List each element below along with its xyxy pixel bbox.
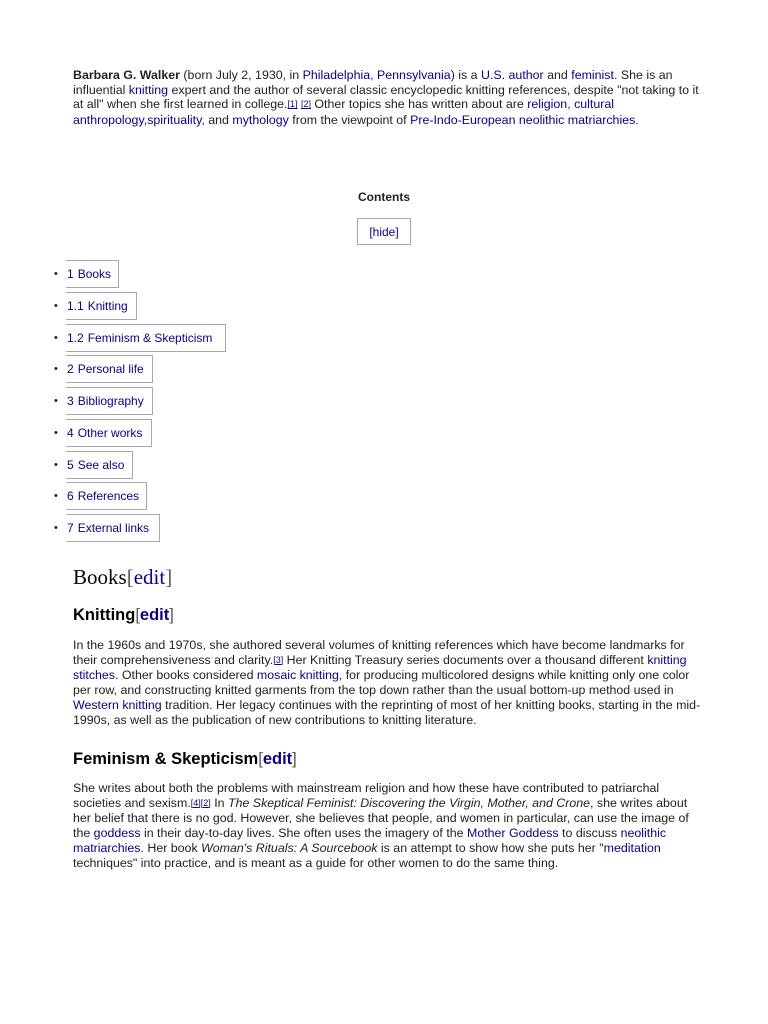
text-run: is an attempt to show how she puts her " <box>377 840 604 855</box>
text-run: techniques" into practice, and is meant as a guide for other women to do the same thing. <box>73 855 559 870</box>
heading-knitting <box>73 606 174 625</box>
toc-label: Books <box>77 267 112 281</box>
bullet-icon: • <box>54 300 58 312</box>
link-mother-goddess[interactable]: Mother Goddess <box>467 826 559 841</box>
toc-link-references[interactable] <box>66 482 147 510</box>
bullet-icon: • <box>54 268 58 280</box>
toc-label: Bibliography <box>77 394 144 408</box>
link-knitting[interactable]: knitting <box>128 82 169 97</box>
citation-2 <box>301 99 311 109</box>
link-neolithic-matriarchies[interactable]: neolithic matriarchies <box>73 826 667 855</box>
toc-item-feminism-skepticism <box>54 324 226 352</box>
book-title-womans-rituals: Woman's Rituals: A Sourcebook <box>201 840 378 855</box>
text-run: and <box>543 68 572 82</box>
bullet-icon: • <box>54 363 58 375</box>
toc-number: 1 <box>67 267 74 281</box>
citation-3 <box>273 655 283 665</box>
edit-link-knitting[interactable]: edit <box>139 606 170 624</box>
citation-link-2b[interactable]: [2] <box>200 797 211 808</box>
toc-title: Contents <box>358 190 410 204</box>
edit-bracket: [ <box>258 750 263 768</box>
text-run: . <box>635 113 639 128</box>
heading-text: Books <box>73 565 127 589</box>
toc-hide-toggle[interactable]: [hide] <box>357 218 411 245</box>
toc-link-bibliography[interactable] <box>66 387 153 415</box>
edit-bracket: ] <box>169 606 174 624</box>
text-run: She writes about both the problems with mainstream religion and how these have contributed to patriarchal societies and sexism. <box>73 781 660 810</box>
toc-item-personal-life <box>54 355 153 383</box>
toc-number: 6 <box>67 489 74 503</box>
text-run: ) is a <box>450 68 481 82</box>
link-western-knitting[interactable]: Western knitting <box>73 697 162 712</box>
edit-bracket: ] <box>292 750 297 768</box>
bullet-icon: • <box>54 459 58 471</box>
citation-1 <box>287 99 297 109</box>
text-run: . Other books considered <box>115 668 257 683</box>
citation-link-3[interactable]: [3] <box>273 654 284 665</box>
toc-number: 5 <box>67 458 74 472</box>
text-run: In the 1960s and 1970s, she authored several volumes of knitting references which have become landmarks for their comprehensiveness and clarity. <box>73 638 685 667</box>
text-run: . She is an influential <box>73 68 673 97</box>
toc-label: External links <box>77 521 150 535</box>
toc-label: Knitting <box>87 299 128 313</box>
toc-label: See also <box>77 458 125 472</box>
heading-text: Feminism & Skepticism <box>73 750 259 768</box>
edit-bracket: ] <box>165 565 173 589</box>
edit-bracket: [ <box>135 606 140 624</box>
link-philadelphia[interactable]: Philadelphia <box>302 68 371 82</box>
text-run: , <box>567 97 575 112</box>
link-knitting-stitches[interactable]: knitting stitches <box>73 652 687 683</box>
book-title-skeptical-feminist: The Skeptical Feminist: Discovering the Virgin, Mother, and Crone <box>228 795 591 810</box>
edit-bracket: [ <box>126 565 134 589</box>
text-run: , for producing multicolored designs while knitting only one color per row, and constructing knitted garments from the top down rather than the usual bottom-up method used in <box>73 668 690 698</box>
toc-number: 4 <box>67 426 74 440</box>
text-run: , she writes about her belief that there is no god. However, she believes that people, and women in particular, can use the image of the <box>73 795 689 841</box>
toc-item-bibliography <box>54 387 153 415</box>
toc-label: Other works <box>77 426 143 440</box>
citation-4 <box>191 798 211 808</box>
toc-item-other-works <box>54 419 152 447</box>
link-feminist[interactable]: feminist <box>571 68 614 82</box>
text-run: , <box>143 113 148 128</box>
text-run: . Her book <box>140 840 202 855</box>
edit-link-books[interactable]: edit <box>133 565 166 589</box>
toc-link-personal-life[interactable] <box>66 355 153 383</box>
toc-item-references <box>54 482 147 510</box>
link-spirituality[interactable]: spirituality <box>147 113 202 128</box>
knitting-paragraph <box>73 638 703 727</box>
heading-books <box>73 565 172 590</box>
bullet-icon: • <box>54 395 58 407</box>
link-religion[interactable]: religion <box>527 97 568 112</box>
link-mythology[interactable]: mythology <box>232 113 289 128</box>
text-run: Her Knitting Treasury series documents over a thousand different <box>283 652 648 667</box>
link-matriarchies[interactable]: Pre-Indo-European neolithic matriarchies <box>410 113 636 128</box>
toc-item-external-links <box>54 514 160 542</box>
toc-link-see-also[interactable] <box>66 451 133 479</box>
link-goddess[interactable]: goddess <box>93 826 141 841</box>
text-run: in their day-to-day lives. She often uses the imagery of the <box>140 826 467 841</box>
text-run: (born July 2, 1930, in <box>179 68 303 82</box>
text-run: In <box>210 795 229 810</box>
text-run: , and <box>201 113 233 128</box>
bullet-icon: • <box>54 522 58 534</box>
toc-number: 2 <box>67 362 74 376</box>
toc-item-books <box>54 260 119 288</box>
feminism-paragraph <box>73 781 703 870</box>
bullet-icon: • <box>54 427 58 439</box>
text-run: Other topics she has written about are <box>310 97 528 112</box>
citation-link-4[interactable]: [4] <box>190 797 201 808</box>
toc-label: References <box>77 489 140 503</box>
toc-item-see-also <box>54 451 133 479</box>
toc-label: Feminism & Skepticism <box>87 331 213 345</box>
text-run: tradition. Her legacy continues with the reprinting of most of her knitting books, starting in the mid-1990s, as well as the publication of new contributions to knitting literature. <box>73 697 701 727</box>
link-cultural-anthropology[interactable]: cultural anthropology <box>73 97 615 128</box>
text-run: , <box>370 68 377 82</box>
toc-label: Personal life <box>77 362 144 376</box>
toc-number: 1.1 <box>67 299 84 313</box>
toc-number: 3 <box>67 394 74 408</box>
toc-link-other-works[interactable] <box>66 419 152 447</box>
edit-link-feminism[interactable]: edit <box>262 750 293 768</box>
toc-item-knitting <box>54 292 137 320</box>
bullet-icon: • <box>54 490 58 502</box>
link-mosaic-knitting[interactable]: mosaic knitting <box>256 668 339 683</box>
citation-link-1[interactable]: [1] <box>287 99 298 110</box>
text-run: expert and the author of several classic encyclopedic knitting references, despite "not taking to it at all" when she first learned in college. <box>73 82 699 112</box>
citation-link-2[interactable]: [2] <box>300 99 311 110</box>
subject-name: Barbara G. Walker <box>73 68 180 82</box>
heading-feminism-skepticism <box>73 750 297 769</box>
link-meditation[interactable]: meditation <box>603 840 661 855</box>
text-run: to discuss <box>558 826 621 841</box>
text-run: from the viewpoint of <box>288 113 411 128</box>
intro-paragraph <box>73 68 703 128</box>
link-pennsylvania[interactable]: Pennsylvania <box>377 68 451 82</box>
toc-link-external-links[interactable] <box>66 514 160 542</box>
toc-number: 7 <box>67 521 74 535</box>
toc-link-feminism-skepticism[interactable] <box>66 324 226 352</box>
link-us-author[interactable]: U.S. author <box>481 68 544 82</box>
toc-number: 1.2 <box>67 331 84 345</box>
toc-link-books[interactable] <box>66 260 119 288</box>
bullet-icon: • <box>54 332 58 344</box>
toc-link-knitting[interactable] <box>66 292 137 320</box>
heading-text: Knitting <box>73 606 136 624</box>
